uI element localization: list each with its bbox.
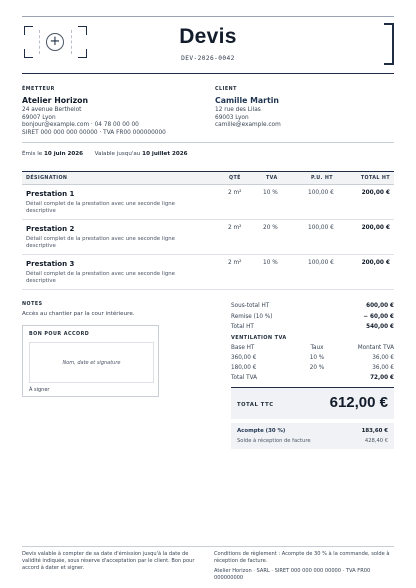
row-vat: 20 % — [263, 225, 278, 231]
vat-header-amount: Montant TVA — [357, 344, 394, 351]
notes-text: Accès au chantier par la cour intérieure. — [22, 311, 135, 317]
subtotal-row — [231, 303, 394, 314]
vat-base: 360,00 € — [231, 354, 257, 361]
vat-base: 180,00 € — [231, 364, 257, 371]
row-unit-price: 100,00 € — [308, 225, 334, 231]
row-name: Prestation 3 — [26, 260, 75, 268]
items-table-header — [22, 171, 394, 185]
notes-label: NOTES — [22, 302, 43, 307]
row-qty: 2 m² — [228, 225, 242, 231]
agreement-footer: À signer — [29, 387, 50, 393]
row-description: Détail complet de la prestation avec une seconde ligne descriptive — [26, 271, 175, 285]
valid-prefix: Valable jusqu'au — [94, 151, 141, 157]
table-row — [22, 255, 394, 290]
deposit-label: Acompte (30 %) — [237, 428, 286, 434]
signature-field[interactable] — [29, 342, 154, 383]
vat-amount: 36,00 € — [372, 364, 394, 371]
top-rule — [22, 16, 394, 17]
emitter-ids: SIRET 000 000 000 00000 · TVA FR00 000000000 — [22, 129, 166, 136]
document-number: DEV-2026-0042 — [181, 55, 235, 62]
total-ttc-value: 612,00 € — [329, 394, 388, 411]
bracket-decoration — [384, 23, 394, 65]
row-description: Détail complet de la prestation avec une seconde ligne descriptive — [26, 236, 175, 250]
vat-row — [231, 355, 394, 365]
balance-value: 428,40 € — [364, 438, 388, 444]
header-qty: QTÉ — [229, 176, 241, 181]
agreement-label: BON POUR ACCORD — [29, 332, 90, 337]
emitter-address-line-1: 24 avenue Berthelot — [22, 107, 82, 114]
header-designation: DÉSIGNATION — [26, 176, 68, 181]
vat-header-row — [231, 345, 394, 355]
vat-rate: 10 % — [309, 354, 325, 361]
client-address-line-1: 12 rue des Lilas — [215, 107, 261, 114]
emitter-address-line-2: 69007 Lyon — [22, 114, 56, 121]
total-vat-row — [231, 375, 394, 386]
client-name: Camille Martin — [215, 96, 279, 106]
vat-header-base: Base HT — [231, 344, 255, 351]
row-total: 200,00 € — [361, 225, 390, 231]
valid-date: 10 juillet 2026 — [142, 151, 188, 157]
emitter-name: Atelier Horizon — [22, 96, 89, 106]
row-qty: 2 m² — [228, 260, 242, 266]
footer-validity-text: Devis valable à compter de sa date d'émission jusqu'à la date de validité indiquée, sous réserve d'acceptation par le client. Bon pour accord à dater et signer. — [22, 551, 195, 571]
row-total: 200,00 € — [361, 260, 390, 266]
header-total: TOTAL HT — [360, 176, 390, 181]
row-description: Détail complet de la prestation avec une seconde ligne descriptive — [26, 201, 175, 215]
total-vat-label: Total TVA — [231, 374, 257, 381]
discount-row — [231, 314, 394, 325]
agreement-box — [22, 325, 159, 397]
signature-placeholder: Nom, date et signature — [62, 360, 121, 366]
client-block — [215, 86, 281, 130]
total-ht-row — [231, 324, 394, 335]
total-ht-value: 540,00 € — [366, 324, 394, 330]
footer-payment-terms: Conditions de règlement : Acompte de 30 % à la commande, solde à réception de facture. — [214, 551, 390, 564]
vat-rate: 20 % — [309, 364, 325, 371]
row-unit-price: 100,00 € — [308, 190, 334, 196]
parties-rule — [22, 142, 394, 143]
header-unit-price: P.U. HT — [311, 176, 333, 181]
table-row — [22, 185, 394, 220]
notes-block — [22, 302, 202, 317]
dates-line — [22, 151, 188, 157]
total-ttc-box — [231, 387, 394, 419]
row-name: Prestation 1 — [26, 190, 75, 198]
vat-row — [231, 365, 394, 375]
subtotal-value: 600,00 € — [366, 303, 394, 309]
row-total: 200,00 € — [361, 190, 390, 196]
table-row — [22, 220, 394, 255]
row-name: Prestation 2 — [26, 225, 75, 233]
header-vat: TVA — [266, 176, 278, 181]
client-address-line-2: 69003 Lyon — [215, 114, 249, 121]
row-vat: 10 % — [263, 260, 278, 266]
vat-amount: 36,00 € — [372, 354, 394, 361]
document-title: Devis — [179, 25, 237, 48]
balance-label: Solde à réception de facture — [237, 438, 311, 444]
footer-rule — [22, 546, 394, 547]
client-email: camille@example.com — [215, 122, 281, 129]
emitter-label: ÉMETTEUR — [22, 87, 55, 92]
deposit-box — [231, 423, 394, 449]
deposit-value: 183,60 € — [361, 428, 388, 434]
row-vat: 10 % — [263, 190, 278, 196]
footer-payment-block — [214, 551, 394, 582]
discount-value: − 60,00 € — [363, 313, 394, 320]
issued-date: 10 juin 2026 — [44, 151, 84, 157]
row-qty: 2 m² — [228, 190, 242, 196]
emitter-contact: bonjour@example.com · 04 78 00 00 00 — [22, 122, 139, 129]
emitter-block — [22, 86, 166, 137]
totals-block — [231, 303, 394, 385]
footer-legal: Atelier Horizon · SARL · SIRET 000 000 000 00000 · TVA FR00 000000000 — [214, 568, 371, 581]
total-ht-label: Total HT — [231, 324, 254, 330]
total-ttc-label: TOTAL TTC — [237, 402, 274, 408]
issued-prefix: Émis le — [22, 151, 43, 157]
vat-header-rate: Taux — [310, 344, 324, 351]
subtotal-label: Sous-total HT — [231, 303, 270, 309]
header-rule — [22, 73, 394, 74]
client-label: CLIENT — [215, 87, 237, 92]
plus-icon[interactable]: + — [46, 33, 64, 51]
row-unit-price: 100,00 € — [308, 260, 334, 266]
vat-breakdown-title: VENTILATION TVA — [231, 334, 287, 341]
total-vat-value: 72,00 € — [370, 374, 394, 381]
discount-label: Remise (10 %) — [231, 313, 273, 320]
